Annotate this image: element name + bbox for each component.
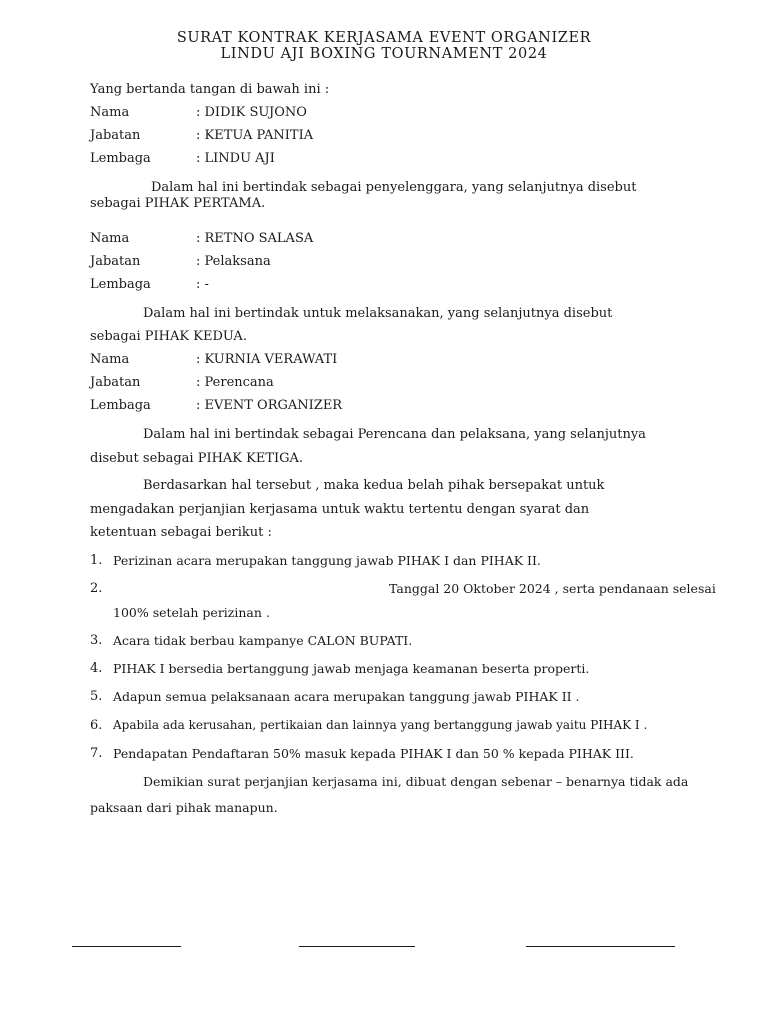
party3-statement-line-2: disebut sebagai PIHAK KETIGA.	[90, 451, 304, 466]
term-number: 7.	[90, 746, 103, 761]
term-text: PIHAK I bersedia bertanggung jawab menjaga keamanan beserta properti.	[113, 661, 590, 676]
party1-name-value: : DIDIK SUJONO	[196, 105, 307, 120]
signature-line-pihak-kedua	[299, 946, 415, 947]
party1-statement-line-1: Dalam hal ini bertindak sebagai penyelenggara, yang selanjutnya disebut	[151, 180, 637, 195]
party2-statement-line-1: Dalam hal ini bertindak untuk melaksanakan, yang selanjutnya disebut	[143, 306, 613, 321]
party1-institution-value: : LINDU AJI	[196, 151, 275, 166]
party3-position-label: Jabatan	[90, 375, 141, 390]
document-title-line-1: SURAT KONTRAK KERJASAMA EVENT ORGANIZER	[176, 30, 592, 46]
party3-institution-value: : EVENT ORGANIZER	[196, 398, 343, 413]
term-text: Tanggal 20 Oktober 2024 , serta pendanaan selesai	[389, 581, 716, 596]
term-number: 5.	[90, 689, 103, 704]
term-text: Pendapatan Pendaftaran 50% masuk kepada PIHAK I dan 50 % kepada PIHAK III.	[113, 746, 634, 761]
term-text: Perizinan acara merupakan tanggung jawab PIHAK I dan PIHAK II.	[113, 553, 541, 568]
closing-line-1: Demikian surat perjanjian kerjasama ini, dibuat dengan sebenar – benarnya tidak ada	[143, 774, 689, 789]
party1-statement-line-2: sebagai PIHAK PERTAMA.	[90, 196, 266, 211]
party3-name-label: Nama	[90, 352, 130, 367]
intro-text: Yang bertanda tangan di bawah ini :	[90, 82, 330, 97]
party2-institution-value: : -	[196, 277, 209, 292]
term-number: 2.	[90, 581, 103, 596]
agreement-line-1: Berdasarkan hal tersebut , maka kedua belah pihak bersepakat untuk	[143, 478, 605, 493]
agreement-line-2: mengadakan perjanjian kerjasama untuk waktu tertentu dengan syarat dan	[90, 502, 590, 517]
term-number: 4.	[90, 661, 103, 676]
closing-line-2: paksaan dari pihak manapun.	[90, 800, 278, 815]
party2-position-value: : Pelaksana	[196, 254, 271, 269]
party1-institution-label: Lembaga	[90, 151, 151, 166]
term-text: Adapun semua pelaksanaan acara merupakan tanggung jawab PIHAK II .	[113, 689, 580, 704]
term-number: 1.	[90, 553, 103, 568]
party1-name-label: Nama	[90, 105, 130, 120]
party2-position-label: Jabatan	[90, 254, 141, 269]
party2-statement-line-2: sebagai PIHAK KEDUA.	[90, 329, 247, 344]
term-text: Apabila ada kerusahan, pertikaian dan lainnya yang bertanggung jawab yaitu PIHAK I .	[113, 718, 648, 732]
document-title-line-2: LINDU AJI BOXING TOURNAMENT 2024	[220, 46, 548, 62]
party2-institution-label: Lembaga	[90, 277, 151, 292]
party2-name-value: : RETNO SALASA	[196, 231, 314, 246]
party3-position-value: : Perencana	[196, 375, 274, 390]
party1-position-label: Jabatan	[90, 128, 141, 143]
party3-name-value: : KURNIA VERAWATI	[196, 352, 338, 367]
term-text: Acara tidak berbau kampanye CALON BUPATI.	[113, 633, 413, 648]
term-number: 3.	[90, 633, 103, 648]
term-number: 6.	[90, 718, 103, 733]
party1-position-value: : KETUA PANITIA	[196, 128, 314, 143]
party3-institution-label: Lembaga	[90, 398, 151, 413]
party3-statement-line-1: Dalam hal ini bertindak sebagai Perencana dan pelaksana, yang selanjutnya	[143, 427, 646, 442]
signature-line-pihak-ketiga	[526, 946, 675, 947]
signature-line-pihak-pertama	[72, 946, 181, 947]
agreement-line-3: ketentuan sebagai berikut :	[90, 525, 272, 540]
party2-name-label: Nama	[90, 231, 130, 246]
term-text-continued: 100% setelah perizinan .	[113, 605, 270, 620]
